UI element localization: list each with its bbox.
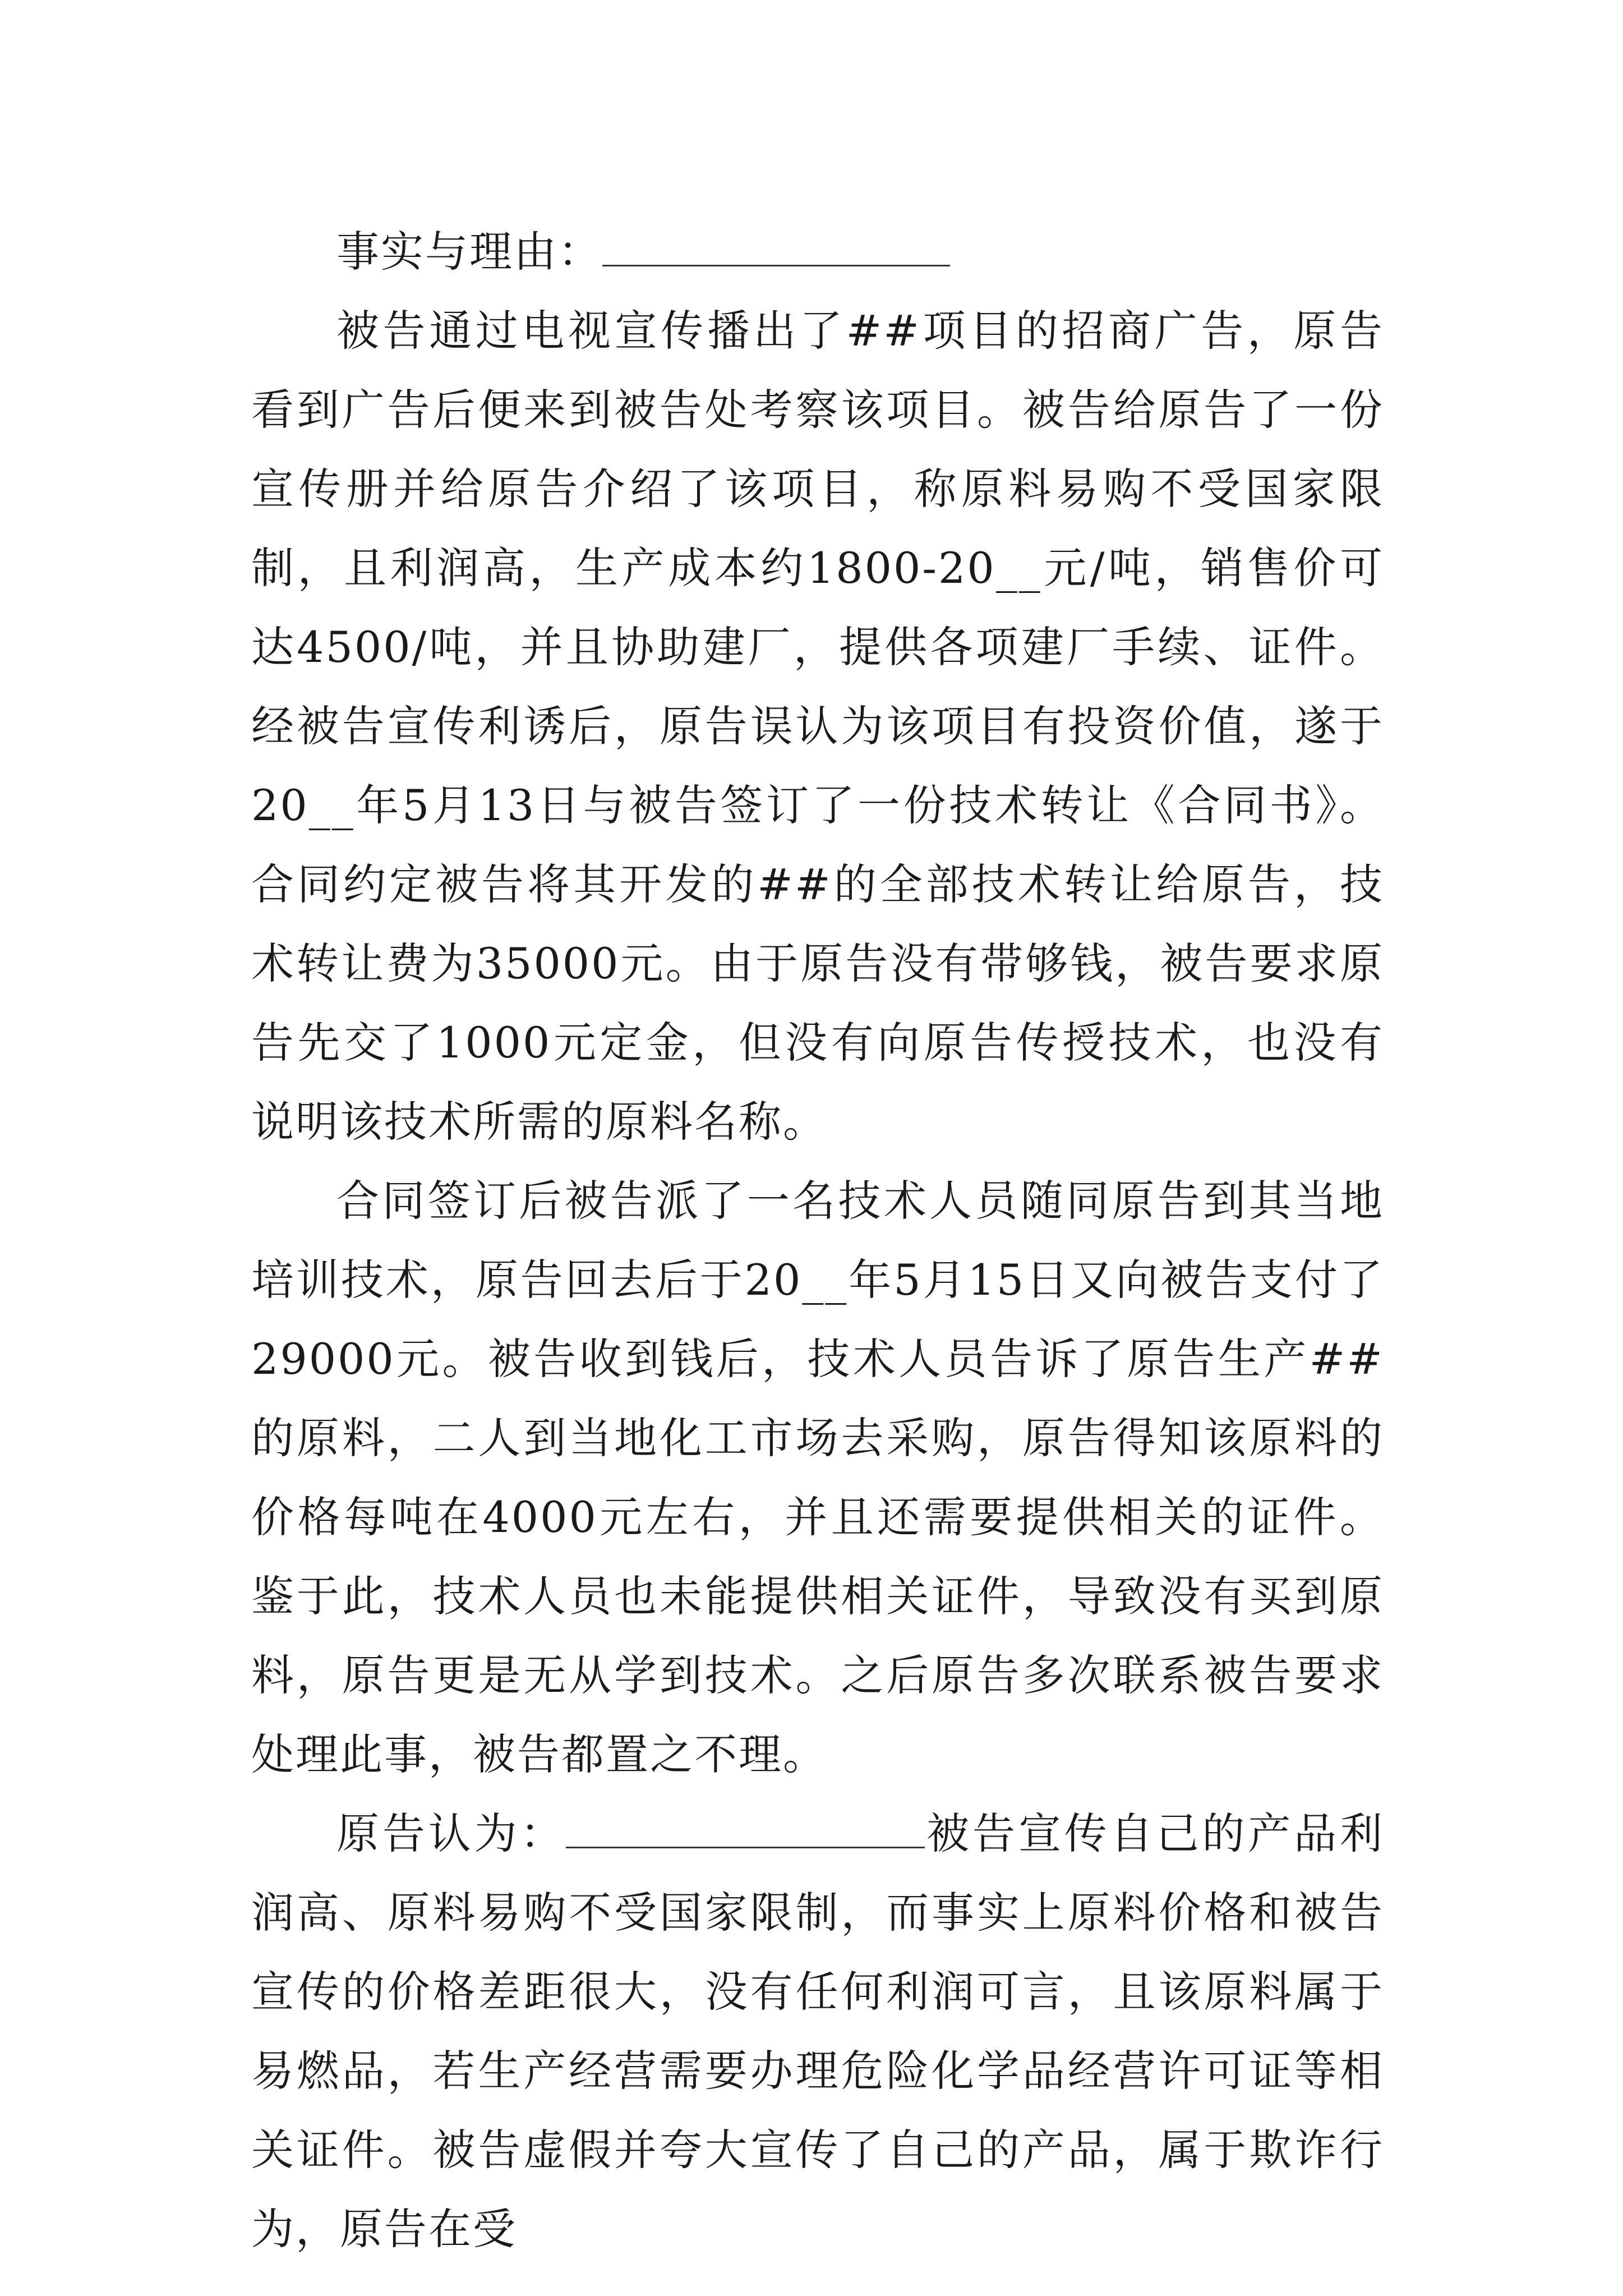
opinion-blank-line	[566, 1813, 925, 1848]
opinion-label: 原告认为：	[336, 1809, 566, 1858]
document-body	[251, 212, 1384, 2269]
facts-blank-line	[602, 231, 950, 266]
paragraph-1: 被告通过电视宣传播出了##项目的招商广告，原告看到广告后便来到被告处考察该项目。被告给原告了一份宣传册并给原告介绍了该项目，称原料易购不受国家限制，且利润高，生产成本约1800-20__元/吨，销售价可达4500/吨，并且协助建厂，提供各项建厂手续、证件。经被告宣传利诱后，原告误认为该项目有投资价值，遂于20__年5月13日与被告签订了一份技术转让《合同书》。合同约定被告将其开发的##的全部技术转让给原告，技术转让费为35000元。由于原告没有带够钱，被告要求原告先交了1000元定金，但没有向原告传授技术，也没有说明该技术所需的原料名称。	[251, 306, 1384, 1147]
opinion-text: 被告宣传自己的产品利润高、原料易购不受国家限制，而事实上原料价格和被告宣传的价格差距很大，没有任何利润可言，且该原料属于易燃品，若生产经营需要办理危险化学品经营许可证等相关证件。被告虚假并夸大宣传了自己的产品，属于欺诈行为，原告在受	[251, 1809, 1385, 2254]
facts-heading-line	[251, 212, 1384, 291]
opinion-paragraph	[251, 1794, 1384, 2269]
facts-heading: 事实与理由：	[336, 227, 602, 277]
paragraph-2: 合同签订后被告派了一名技术人员随同原告到其当地培训技术，原告回去后于20__年5月15日又向被告支付了29000元。被告收到钱后，技术人员告诉了原告生产##的原料，二人到当地化工市场去采购，原告得知该原料的价格每吨在4000元左右，并且还需要提供相关的证件。鉴于此，技术人员也未能提供相关证件，导致没有买到原料，原告更是无从学到技术。之后原告多次联系被告要求处理此事，被告都置之不理。	[251, 1176, 1384, 1779]
